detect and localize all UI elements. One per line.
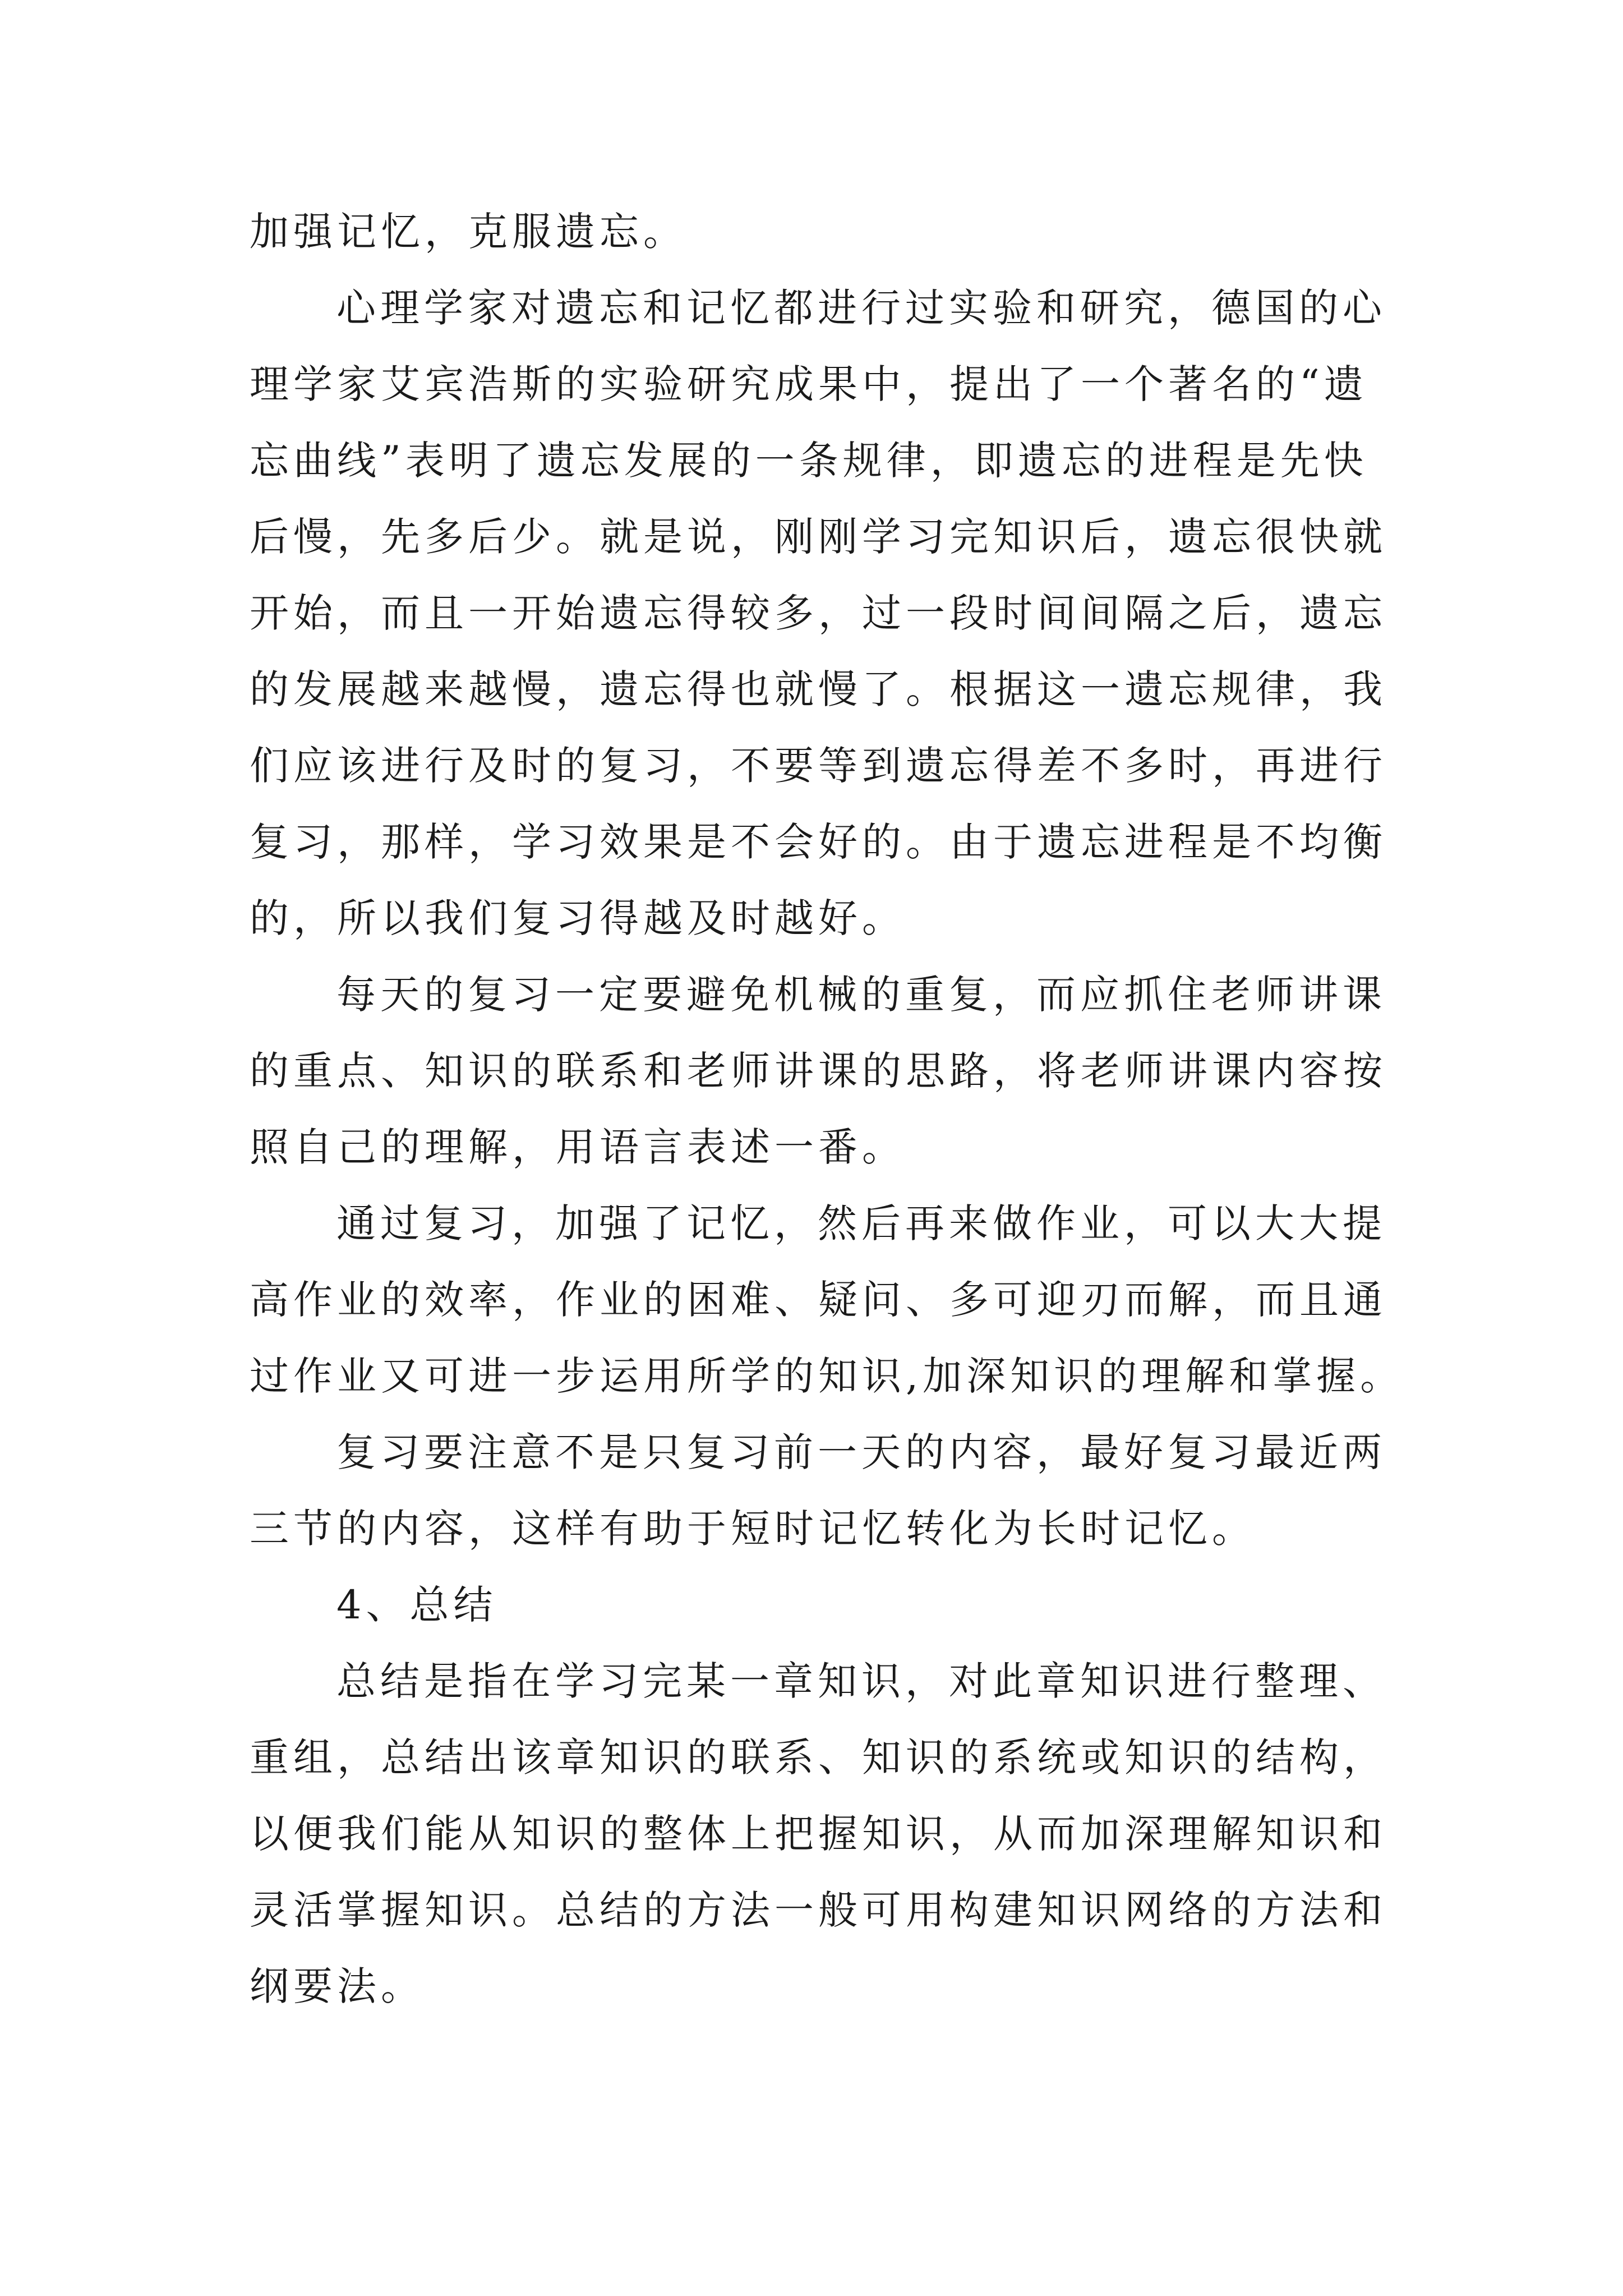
text-line: 们应该进行及时的复习，不要等到遗忘得差不多时，再进行 — [250, 743, 1387, 789]
text-line: 高作业的效率，作业的困难、疑问、多可迎刃而解，而且通 — [250, 1277, 1387, 1323]
paragraph-first-line: 心理学家对遗忘和记忆都进行过实验和研究，德国的心 — [336, 285, 1386, 331]
text-line: 的，所以我们复习得越及时越好。 — [250, 895, 906, 941]
text-line: 三节的内容，这样有助于短时记忆转化为长时记忆。 — [250, 1506, 1256, 1552]
text-line: 忘曲线”表明了遗忘发展的一条规律，即遗忘的进程是先快 — [250, 438, 1368, 484]
document-body — [250, 194, 1416, 2024]
text-line: 的发展越来越慢，遗忘得也就慢了。根据这一遗忘规律，我 — [250, 666, 1387, 712]
text-line: 理学家艾宾浩斯的实验研究成果中，提出了一个著名的“遗 — [250, 361, 1368, 407]
text-line: 灵活掌握知识。总结的方法一般可用构建知识网络的方法和 — [250, 1887, 1387, 1933]
text-line: 重组，总结出该章知识的联系、知识的系统或知识的结构， — [250, 1734, 1387, 1780]
text-line: 复习，那样，学习效果是不会好的。由于遗忘进程是不均衡 — [250, 819, 1387, 865]
text-line: 加强记忆，克服遗忘。 — [250, 209, 687, 255]
text-line: 过作业又可进一步运用所学的知识,加深知识的理解和掌握。 — [250, 1353, 1404, 1399]
text-line: 开始，而且一开始遗忘得较多，过一段时间间隔之后，遗忘 — [250, 590, 1387, 636]
paragraph-first-line: 总结是指在学习完某一章知识，对此章知识进行整理、 — [336, 1658, 1386, 1704]
paragraph-first-line: 通过复习，加强了记忆，然后再来做作业，可以大大提 — [336, 1200, 1386, 1246]
text-line: 纲要法。 — [250, 1963, 425, 2009]
paragraph-first-line: 每天的复习一定要避免机械的重复，而应抓住老师讲课 — [336, 972, 1386, 1018]
text-line: 以便我们能从知识的整体上把握知识，从而加深理解知识和 — [250, 1811, 1387, 1857]
paragraph-first-line: 复习要注意不是只复习前一天的内容，最好复习最近两 — [336, 1429, 1386, 1475]
section-heading: 4、总结 — [336, 1582, 497, 1628]
text-line: 的重点、知识的联系和老师讲课的思路，将老师讲课内容按 — [250, 1048, 1387, 1094]
text-line: 后慢，先多后少。就是说，刚刚学习完知识后，遗忘很快就 — [250, 514, 1387, 560]
text-line: 照自己的理解，用语言表述一番。 — [250, 1124, 906, 1170]
